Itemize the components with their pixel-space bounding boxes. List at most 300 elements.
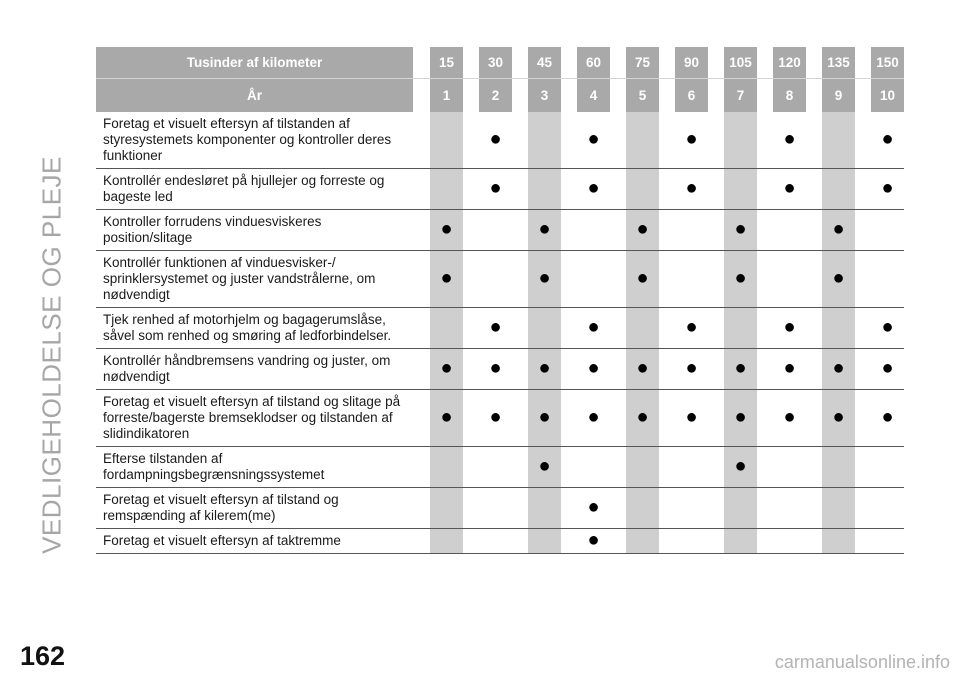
column-gap: [855, 210, 871, 251]
column-gap: [413, 210, 430, 251]
column-gap: [757, 112, 773, 169]
column-gap: [855, 529, 871, 554]
check-dot-icon: ●: [538, 218, 551, 240]
interval-cell: [822, 251, 855, 308]
check-dot-icon: ●: [685, 128, 698, 150]
column-gap: [512, 447, 528, 488]
column-gap: [463, 447, 479, 488]
interval-cell: [675, 488, 708, 529]
section-side-title: VEDLIGEHOLDELSE OG PLEJE: [36, 156, 67, 554]
interval-cell: [479, 251, 512, 308]
column-gap: [855, 112, 871, 169]
interval-cell: [626, 349, 659, 390]
column-gap: [413, 78, 430, 112]
interval-cell: [528, 488, 561, 529]
column-gap: [413, 529, 430, 554]
table-row: [96, 112, 953, 169]
interval-cell: [626, 447, 659, 488]
column-gap: [561, 447, 577, 488]
column-gap: [463, 390, 479, 447]
column-gap: [806, 78, 822, 112]
column-gap: [610, 169, 626, 210]
column-gap: [610, 349, 626, 390]
interval-cell: [577, 529, 610, 554]
interval-cell: [724, 251, 757, 308]
operation-description: Tjek renhed af motorhjelm og bagagerumslåse, såvel som renhed og smøring af ledforbindelser.: [96, 308, 413, 349]
check-dot-icon: ●: [489, 357, 502, 379]
header-year-row-value: 5: [626, 78, 659, 112]
page-number: 162: [20, 641, 66, 671]
interval-cell: [528, 210, 561, 251]
interval-cell: [822, 349, 855, 390]
check-dot-icon: ●: [783, 357, 796, 379]
header-year-row-value: 4: [577, 78, 610, 112]
interval-cell: [724, 447, 757, 488]
column-gap: [659, 529, 675, 554]
interval-cell: [871, 390, 904, 447]
check-dot-icon: ●: [832, 218, 845, 240]
interval-cell: [479, 529, 512, 554]
column-gap: [512, 308, 528, 349]
column-gap: [806, 251, 822, 308]
check-dot-icon: ●: [587, 357, 600, 379]
column-gap: [463, 251, 479, 308]
column-gap: [806, 488, 822, 529]
check-dot-icon: ●: [685, 316, 698, 338]
check-dot-icon: ●: [881, 128, 894, 150]
column-gap: [561, 349, 577, 390]
column-gap: [659, 47, 675, 78]
interval-cell: [577, 488, 610, 529]
column-gap: [659, 447, 675, 488]
column-gap: [463, 210, 479, 251]
check-dot-icon: ●: [440, 267, 453, 289]
column-gap: [708, 251, 724, 308]
operation-description: Foretag et visuelt eftersyn af tilstand og slitage på forreste/bagerste bremseklodser og tilstanden af slidindikatoren: [96, 390, 413, 447]
interval-cell: [430, 447, 463, 488]
interval-cell: [528, 251, 561, 308]
check-dot-icon: ●: [587, 128, 600, 150]
check-dot-icon: ●: [489, 316, 502, 338]
interval-cell: [871, 488, 904, 529]
table-row: [96, 488, 953, 529]
check-dot-icon: ●: [636, 357, 649, 379]
column-gap: [561, 529, 577, 554]
column-gap: [855, 308, 871, 349]
column-gap: [757, 447, 773, 488]
interval-cell: [724, 169, 757, 210]
column-gap: [708, 169, 724, 210]
column-gap: [757, 390, 773, 447]
column-gap: [512, 112, 528, 169]
check-dot-icon: ●: [685, 177, 698, 199]
interval-cell: [773, 112, 806, 169]
column-gap: [610, 47, 626, 78]
column-gap: [659, 390, 675, 447]
interval-cell: [773, 447, 806, 488]
interval-cell: [479, 447, 512, 488]
interval-cell: [626, 488, 659, 529]
interval-cell: [871, 308, 904, 349]
column-gap: [413, 488, 430, 529]
interval-cell: [479, 308, 512, 349]
column-gap: [463, 488, 479, 529]
interval-cell: [773, 308, 806, 349]
column-gap: [659, 349, 675, 390]
check-dot-icon: ●: [685, 406, 698, 428]
interval-cell: [577, 308, 610, 349]
column-gap: [463, 349, 479, 390]
check-dot-icon: ●: [832, 267, 845, 289]
column-gap: [806, 169, 822, 210]
column-gap: [610, 308, 626, 349]
table-row: [96, 210, 953, 251]
check-dot-icon: ●: [489, 406, 502, 428]
check-dot-icon: ●: [636, 218, 649, 240]
column-gap: [708, 488, 724, 529]
column-gap: [610, 488, 626, 529]
table-row: [96, 390, 953, 447]
column-gap: [806, 308, 822, 349]
check-dot-icon: ●: [587, 316, 600, 338]
table-row: [96, 529, 953, 554]
column-gap: [610, 112, 626, 169]
column-gap: [659, 169, 675, 210]
header-year-row-label: År: [96, 78, 413, 112]
column-gap: [708, 529, 724, 554]
header-km-row-value: 60: [577, 47, 610, 78]
check-dot-icon: ●: [734, 406, 747, 428]
column-gap: [512, 349, 528, 390]
column-gap: [413, 308, 430, 349]
check-dot-icon: ●: [636, 267, 649, 289]
interval-cell: [577, 112, 610, 169]
header-year-row-value: 3: [528, 78, 561, 112]
operation-description: Kontrollér håndbremsens vandring og juster, om nødvendigt: [96, 349, 413, 390]
check-dot-icon: ●: [832, 357, 845, 379]
interval-cell: [871, 251, 904, 308]
column-gap: [512, 488, 528, 529]
interval-cell: [479, 349, 512, 390]
interval-cell: [871, 529, 904, 554]
column-gap: [757, 308, 773, 349]
column-gap: [855, 390, 871, 447]
maintenance-schedule-table: [96, 47, 953, 554]
column-gap: [512, 251, 528, 308]
column-gap: [806, 529, 822, 554]
column-gap: [610, 390, 626, 447]
interval-cell: [528, 349, 561, 390]
interval-cell: [626, 529, 659, 554]
column-gap: [757, 47, 773, 78]
column-gap: [855, 488, 871, 529]
check-dot-icon: ●: [881, 357, 894, 379]
column-gap: [463, 308, 479, 349]
column-gap: [855, 47, 871, 78]
interval-cell: [871, 447, 904, 488]
column-gap: [610, 447, 626, 488]
interval-cell: [528, 390, 561, 447]
interval-cell: [675, 251, 708, 308]
interval-cell: [626, 169, 659, 210]
column-gap: [757, 210, 773, 251]
table-row: [96, 308, 953, 349]
interval-cell: [871, 210, 904, 251]
check-dot-icon: ●: [587, 177, 600, 199]
check-dot-icon: ●: [881, 406, 894, 428]
column-gap: [413, 47, 430, 78]
interval-cell: [822, 308, 855, 349]
interval-cell: [626, 210, 659, 251]
header-km-row-value: 45: [528, 47, 561, 78]
column-gap: [855, 169, 871, 210]
interval-cell: [626, 112, 659, 169]
interval-cell: [773, 488, 806, 529]
column-gap: [413, 349, 430, 390]
interval-cell: [822, 169, 855, 210]
interval-cell: [675, 529, 708, 554]
check-dot-icon: ●: [734, 218, 747, 240]
column-gap: [708, 210, 724, 251]
interval-cell: [822, 529, 855, 554]
check-dot-icon: ●: [538, 357, 551, 379]
check-dot-icon: ●: [587, 529, 600, 551]
interval-cell: [675, 447, 708, 488]
column-gap: [757, 251, 773, 308]
interval-cell: [430, 251, 463, 308]
interval-cell: [724, 349, 757, 390]
header-km-row-value: 105: [724, 47, 757, 78]
interval-cell: [430, 529, 463, 554]
column-gap: [855, 349, 871, 390]
operation-description: Foretag et visuelt eftersyn af tilstanden af styresystemets komponenter og kontroller deres funktioner: [96, 112, 413, 169]
column-gap: [610, 251, 626, 308]
interval-cell: [528, 447, 561, 488]
interval-cell: [773, 349, 806, 390]
interval-cell: [626, 251, 659, 308]
interval-cell: [577, 447, 610, 488]
interval-cell: [577, 251, 610, 308]
check-dot-icon: ●: [440, 357, 453, 379]
column-gap: [659, 488, 675, 529]
interval-cell: [871, 169, 904, 210]
interval-cell: [577, 349, 610, 390]
check-dot-icon: ●: [881, 316, 894, 338]
interval-cell: [773, 210, 806, 251]
interval-cell: [675, 210, 708, 251]
header-year-row-value: 9: [822, 78, 855, 112]
operation-description: Efterse tilstanden af fordampningsbegrænsningssystemet: [96, 447, 413, 488]
check-dot-icon: ●: [587, 496, 600, 518]
header-year-row-value: 7: [724, 78, 757, 112]
column-gap: [413, 251, 430, 308]
column-gap: [610, 529, 626, 554]
interval-cell: [479, 112, 512, 169]
interval-cell: [822, 390, 855, 447]
column-gap: [806, 47, 822, 78]
check-dot-icon: ●: [685, 357, 698, 379]
interval-cell: [479, 169, 512, 210]
column-gap: [512, 47, 528, 78]
check-dot-icon: ●: [783, 177, 796, 199]
column-gap: [806, 210, 822, 251]
check-dot-icon: ●: [538, 455, 551, 477]
column-gap: [463, 112, 479, 169]
interval-cell: [430, 112, 463, 169]
column-gap: [855, 251, 871, 308]
column-gap: [806, 349, 822, 390]
check-dot-icon: ●: [734, 455, 747, 477]
column-gap: [659, 112, 675, 169]
column-gap: [806, 390, 822, 447]
column-gap: [708, 349, 724, 390]
header-year-row-value: 6: [675, 78, 708, 112]
column-gap: [561, 251, 577, 308]
column-gap: [561, 47, 577, 78]
interval-cell: [724, 308, 757, 349]
column-gap: [561, 488, 577, 529]
interval-cell: [528, 529, 561, 554]
column-gap: [561, 210, 577, 251]
column-gap: [561, 78, 577, 112]
interval-cell: [871, 112, 904, 169]
column-gap: [561, 390, 577, 447]
column-gap: [708, 447, 724, 488]
header-year-row-value: 10: [871, 78, 904, 112]
column-gap: [610, 78, 626, 112]
interval-cell: [430, 210, 463, 251]
column-gap: [659, 78, 675, 112]
column-gap: [659, 251, 675, 308]
column-gap: [512, 169, 528, 210]
check-dot-icon: ●: [538, 267, 551, 289]
column-gap: [413, 390, 430, 447]
column-gap: [659, 308, 675, 349]
check-dot-icon: ●: [832, 406, 845, 428]
table-row: [96, 447, 953, 488]
column-gap: [757, 349, 773, 390]
column-gap: [413, 112, 430, 169]
column-gap: [708, 308, 724, 349]
column-gap: [463, 78, 479, 112]
column-gap: [512, 78, 528, 112]
column-gap: [806, 112, 822, 169]
column-gap: [708, 47, 724, 78]
interval-cell: [528, 112, 561, 169]
interval-cell: [675, 308, 708, 349]
interval-cell: [773, 169, 806, 210]
column-gap: [561, 112, 577, 169]
interval-cell: [577, 169, 610, 210]
table-row: [96, 251, 953, 308]
operation-description: Foretag et visuelt eftersyn af tilstand og remspænding af kilerem(me): [96, 488, 413, 529]
check-dot-icon: ●: [440, 406, 453, 428]
header-km-row-value: 120: [773, 47, 806, 78]
column-gap: [463, 529, 479, 554]
check-dot-icon: ●: [734, 267, 747, 289]
interval-cell: [871, 349, 904, 390]
interval-cell: [822, 112, 855, 169]
column-gap: [561, 169, 577, 210]
column-gap: [855, 78, 871, 112]
header-year-row: [96, 78, 953, 112]
header-year-row-value: 2: [479, 78, 512, 112]
column-gap: [855, 447, 871, 488]
column-gap: [512, 390, 528, 447]
interval-cell: [724, 210, 757, 251]
interval-cell: [626, 390, 659, 447]
interval-cell: [479, 210, 512, 251]
interval-cell: [430, 349, 463, 390]
interval-cell: [773, 529, 806, 554]
column-gap: [659, 210, 675, 251]
column-gap: [757, 488, 773, 529]
interval-cell: [528, 169, 561, 210]
column-gap: [757, 78, 773, 112]
column-gap: [463, 169, 479, 210]
interval-cell: [724, 529, 757, 554]
interval-cell: [773, 251, 806, 308]
operation-description: Kontrollér funktionen af vinduesvisker-/ sprinklersystemet og juster vandstrålerne, om nødvendigt: [96, 251, 413, 308]
interval-cell: [430, 308, 463, 349]
header-km-row-value: 15: [430, 47, 463, 78]
operation-description: Foretag et visuelt eftersyn af taktremme: [96, 529, 413, 554]
watermark-text: carmanualsonline.info: [774, 652, 950, 672]
check-dot-icon: ●: [440, 218, 453, 240]
interval-cell: [724, 112, 757, 169]
header-km-row-value: 75: [626, 47, 659, 78]
check-dot-icon: ●: [881, 177, 894, 199]
interval-cell: [577, 390, 610, 447]
header-km-row-value: 150: [871, 47, 904, 78]
column-gap: [463, 47, 479, 78]
operation-description: Kontroller forrudens vinduesviskeres position/slitage: [96, 210, 413, 251]
interval-cell: [675, 390, 708, 447]
interval-cell: [479, 390, 512, 447]
interval-cell: [430, 488, 463, 529]
interval-cell: [479, 488, 512, 529]
check-dot-icon: ●: [636, 406, 649, 428]
interval-cell: [724, 488, 757, 529]
check-dot-icon: ●: [489, 177, 502, 199]
interval-cell: [528, 308, 561, 349]
check-dot-icon: ●: [783, 316, 796, 338]
table-row: [96, 349, 953, 390]
interval-cell: [822, 488, 855, 529]
column-gap: [413, 447, 430, 488]
column-gap: [708, 390, 724, 447]
interval-cell: [430, 390, 463, 447]
header-km-row-value: 30: [479, 47, 512, 78]
interval-cell: [675, 169, 708, 210]
header-km-row-label: Tusinder af kilometer: [96, 47, 413, 78]
check-dot-icon: ●: [489, 128, 502, 150]
interval-cell: [577, 210, 610, 251]
check-dot-icon: ●: [538, 406, 551, 428]
check-dot-icon: ●: [587, 406, 600, 428]
interval-cell: [675, 112, 708, 169]
check-dot-icon: ●: [783, 128, 796, 150]
column-gap: [757, 529, 773, 554]
header-year-row-value: 1: [430, 78, 463, 112]
header-km-row: [96, 47, 953, 78]
check-dot-icon: ●: [783, 406, 796, 428]
table-row: [96, 169, 953, 210]
column-gap: [561, 308, 577, 349]
interval-cell: [430, 169, 463, 210]
interval-cell: [773, 390, 806, 447]
interval-cell: [822, 210, 855, 251]
